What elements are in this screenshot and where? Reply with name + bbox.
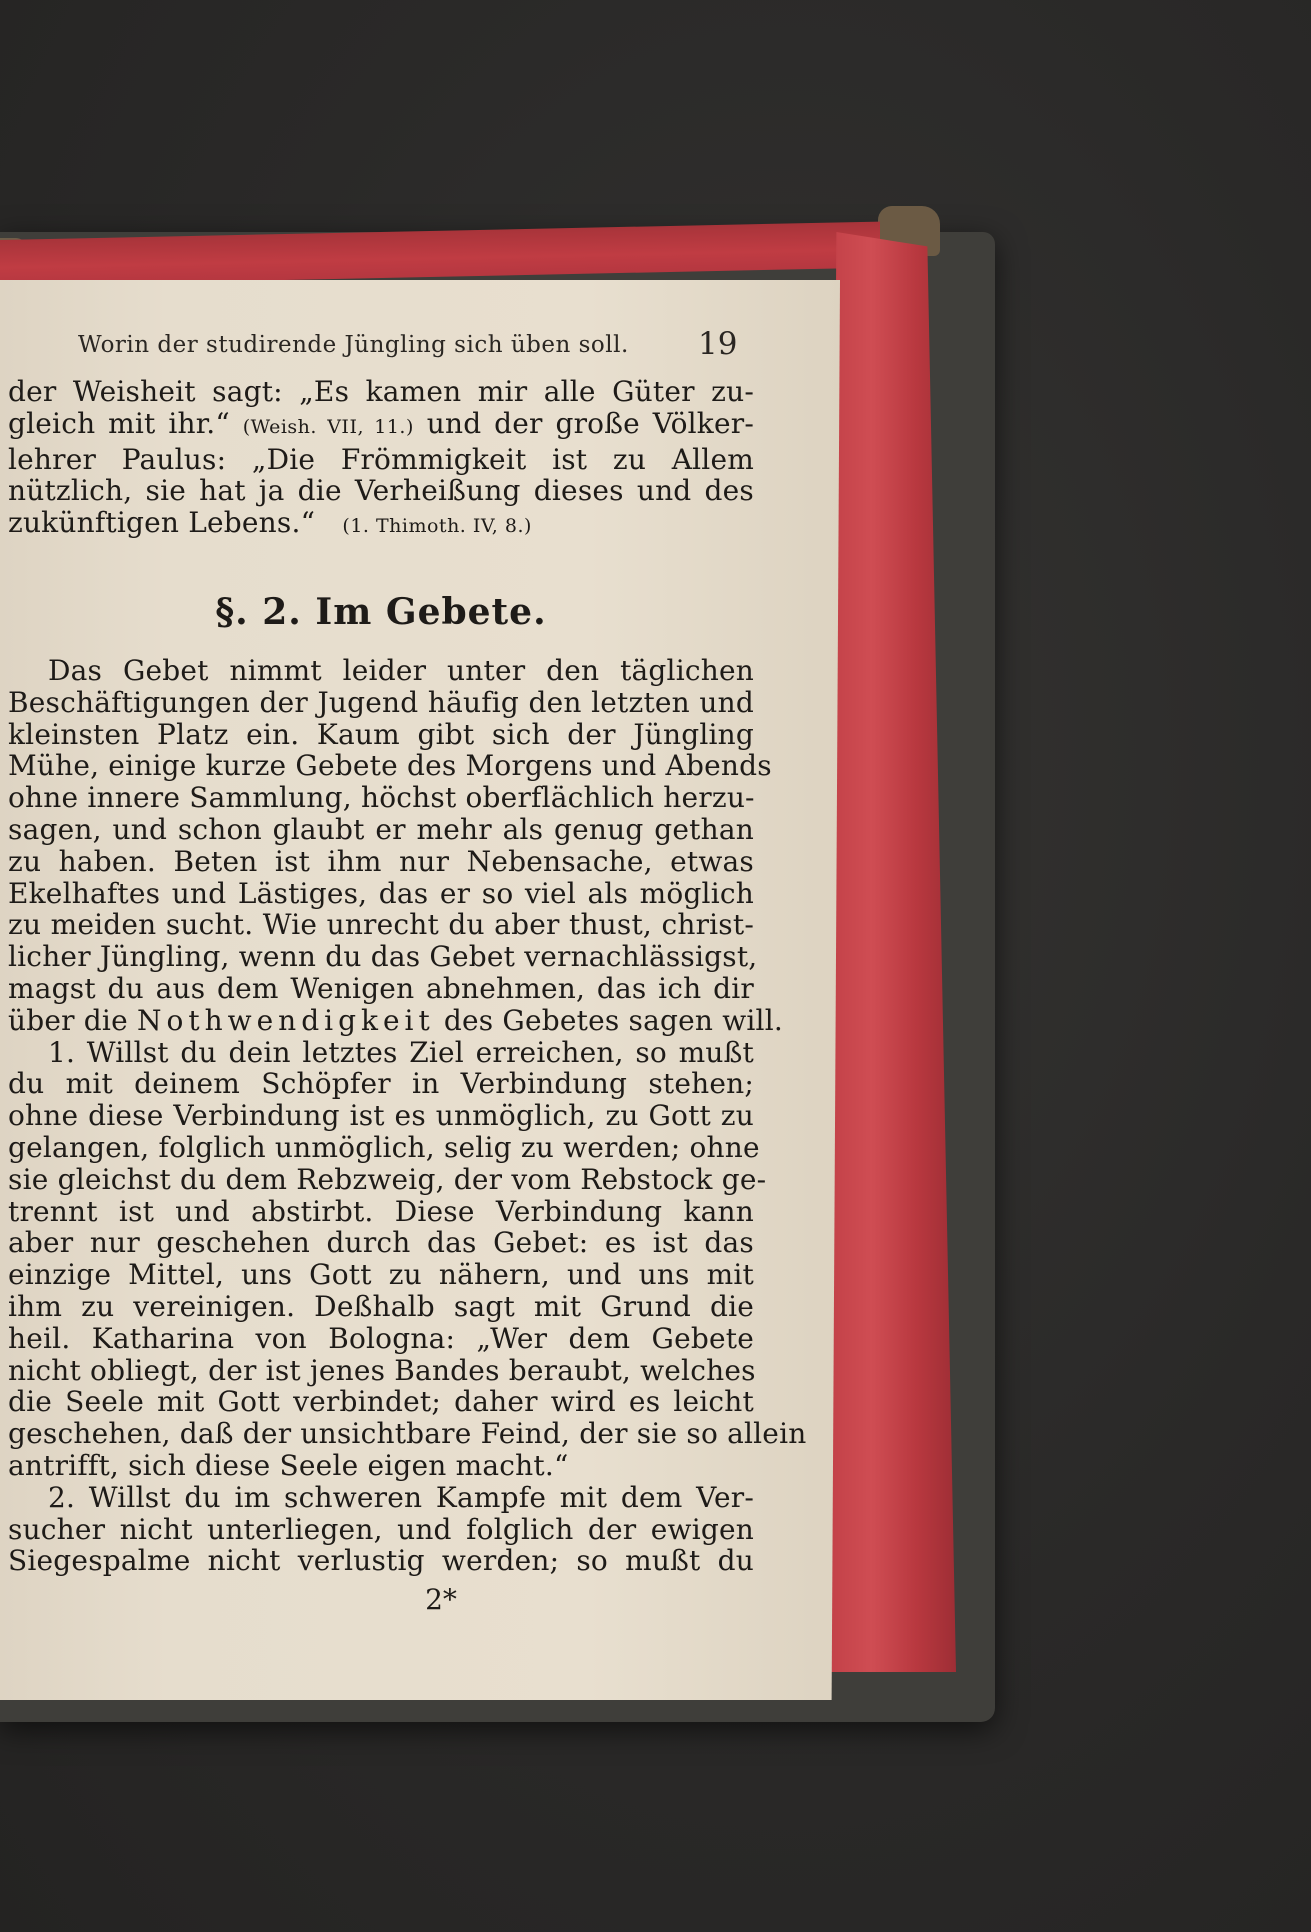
text-fragment: und der große Völker- [426,406,754,440]
citation: (1. Thimoth. IV, 8.) [342,515,532,538]
text-line: du mit deinem Schöpfer in Verbindung stehen; [8,1067,754,1101]
printer-signature-mark: 2* [425,1583,457,1617]
text-line: nützlich, sie hat ja die Verheißung dieses und des [8,474,754,508]
paragraph-intro-prayer [8,653,783,1037]
text-line [8,408,754,444]
text-line: lehrer Paulus: „Die Frömmigkeit ist zu Allem [8,442,754,476]
text-line: sagen, und schon glaubt er mehr als genug gethan [8,812,754,846]
paragraph-point-1 [8,1035,807,1482]
text-line: Das Gebet nimmt leider unter den täglichen [48,653,754,687]
text-line: einzige Mittel, uns Gott zu nähern, und uns mit [8,1258,754,1292]
text-line: 2. Willst du im schweren Kampfe mit dem Ver- [48,1480,754,1514]
text-fragment: zukünftigen Lebens.“ [8,506,316,540]
text-line: trennt ist und abstirbt. Diese Verbindung kann [8,1194,754,1228]
text-line: 1. Willst du dein letztes Ziel erreichen, so mußt [48,1035,754,1069]
text-line: aber nur geschehen durch das Gebet: es ist das [8,1226,754,1260]
citation: (Weish. VII, 11.) [242,415,414,438]
text-line: Mühe, einige kurze Gebete des Morgens und Abends [8,749,772,783]
text-line: die Seele mit Gott verbindet; daher wird es leicht [8,1385,754,1419]
text-line: der Weisheit sagt: „Es kamen mir alle Güter zu- [8,375,754,408]
text-line: ohne diese Verbindung ist es unmöglich, zu Gott zu [8,1099,754,1133]
text-line: Ekelhaftes und Lästiges, das er so viel als möglich [8,876,754,910]
running-head-title: Worin der studirende Jüngling sich üben soll. [78,332,629,358]
text-line: heil. Katharina von Bologna: „Wer dem Gebete [8,1321,754,1355]
text-line: ohne innere Sammlung, höchst oberflächlich herzu- [8,781,755,815]
text-line: gelangen, folglich unmöglich, selig zu werden; ohne [8,1130,760,1164]
text-line: geschehen, daß der unsichtbare Feind, der sie so allein [8,1417,807,1451]
text-line: sucher nicht unterliegen, und folglich der ewigen [8,1512,754,1546]
text-line: licher Jüngling, wenn du das Gebet vernachlässigst, [8,940,758,974]
section-heading: §. 2. Im Gebete. [215,590,547,633]
page-number: 19 [698,326,738,362]
text-line: sie gleichst du dem Rebzweig, der vom Rebstock ge- [8,1162,767,1196]
text-line [8,507,754,543]
emphasized-word: Nothwendigkeit [136,1003,435,1037]
text-line: zu meiden sucht. Wie unrecht du aber thust, christ- [8,908,754,942]
running-head [8,322,754,376]
text-line: magst du aus dem Wenigen abnehmen, das ich dir [8,971,754,1005]
text-fragment: des Gebetes sagen will. [443,1003,783,1037]
intro-paragraph [8,376,754,543]
paragraph-point-2 [8,1482,754,1577]
text-line: ihm zu vereinigen. Deßhalb sagt mit Grund die [8,1289,754,1323]
text-line: kleinsten Platz ein. Kaum gibt sich der Jüngling [8,717,754,751]
text-fragment: gleich mit ihr.“ [8,406,230,440]
text-line: Beschäftigungen der Jugend häufig den letzten und [8,685,754,719]
page-text [8,322,807,1617]
text-line: Siegespalme nicht verlustig werden; so mußt du [8,1544,754,1578]
text-line: nicht obliegt, der ist jenes Bandes beraubt, welches [8,1353,756,1387]
text-fragment: über die [8,1003,128,1037]
text-line: antrifft, sich diese Seele eigen macht.“ [8,1448,569,1482]
text-line: zu haben. Beten ist ihm nur Nebensache, etwas [8,844,754,878]
text-line [8,1003,783,1037]
